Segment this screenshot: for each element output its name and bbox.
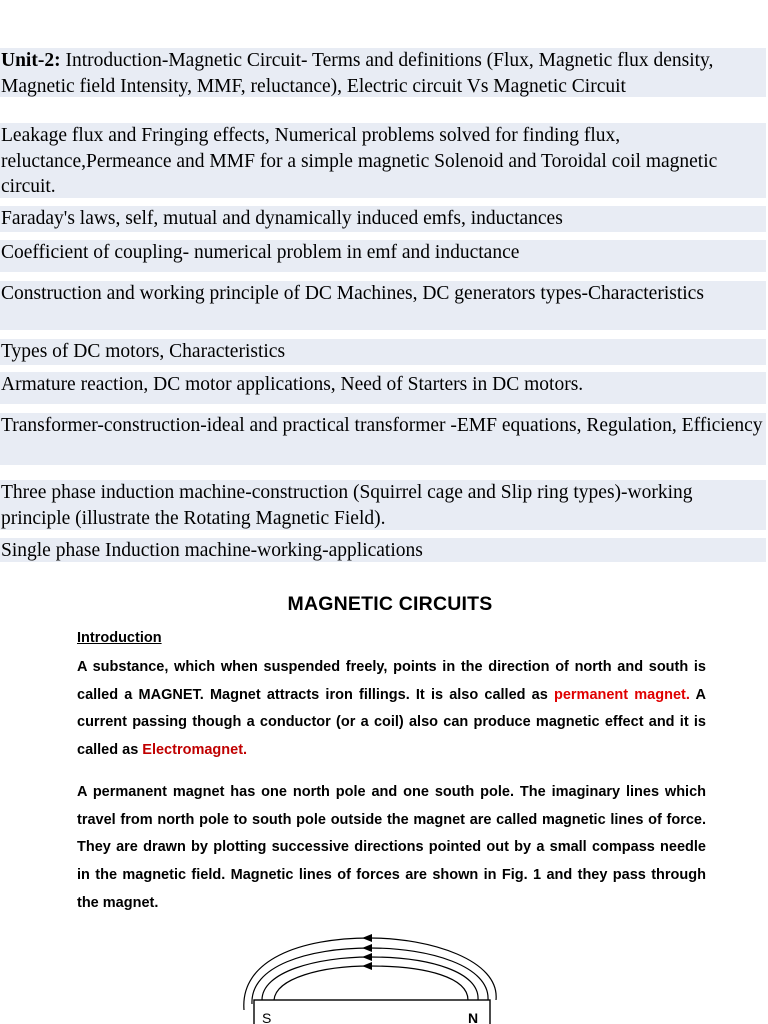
arrowheads bbox=[362, 934, 372, 970]
syllabus-row-three-phase: Three phase induction machine-construction (Squirrel cage and Slip ring types)-working principle (illustrate the Rotating Magnetic Field). bbox=[0, 480, 766, 531]
north-pole-label: N bbox=[468, 1010, 479, 1024]
page-title: MAGNETIC CIRCUITS bbox=[287, 593, 493, 615]
paragraph-intro-part2: A current passing though a conductor (or a coil) also can produce magnetic effect and it is called as bbox=[77, 686, 706, 759]
syllabus-row-dc-machines: Construction and working principle of DC Machines, DC generators types-Characteristics bbox=[0, 281, 766, 331]
syllabus-row-armature: Armature reaction, DC motor applications, Need of Starters in DC motors. bbox=[0, 372, 766, 405]
arrow-4 bbox=[362, 962, 372, 970]
paragraph-lines-of-force: A permanent magnet has one north pole and one south pole. The imaginary lines which travel from north pole to south pole outside the magnet are called magnetic lines of force. They are drawn by plotting successive directions pointed out by a small compass needle in the magnetic field. Magnetic lines of forces are shown in Fig. 1 and they pass through the magnet. bbox=[77, 784, 706, 911]
syllabus-row-unit2 bbox=[0, 48, 766, 98]
syllabus-row-leakage: Leakage flux and Fringing effects, Numerical problems solved for finding flux, reluctance,Permeance and MMF for a simple magnetic Solenoid and Toroidal coil magnetic circuit. bbox=[0, 123, 766, 199]
paragraph-intro-part1: A substance, which when suspended freely, points in the direction of north and south is called a MAGNET. Magnet attracts iron fillings. It is also called as bbox=[77, 659, 706, 703]
arrow-3 bbox=[362, 953, 372, 961]
syllabus-row-single-phase: Single phase Induction machine-working-applications bbox=[0, 538, 766, 563]
arrow-1 bbox=[362, 934, 372, 942]
section-heading: Introduction bbox=[77, 630, 162, 646]
syllabus-row-dc-motors: Types of DC motors, Characteristics bbox=[0, 339, 766, 366]
magnet-figure bbox=[0, 920, 768, 1024]
paragraph-intro bbox=[77, 654, 706, 765]
syllabus-row-coupling: Coefficient of coupling- numerical problem in emf and inductance bbox=[0, 240, 766, 273]
term-electromagnet: Electromagnet. bbox=[142, 742, 248, 759]
unit-label: Unit-2: bbox=[1, 50, 61, 71]
arrow-2 bbox=[362, 944, 372, 952]
field-line-4 bbox=[274, 966, 468, 1000]
unit-description: Introduction-Magnetic Circuit- Terms and definitions (Flux, Magnetic flux density, Magnetic field Intensity, MMF, reluctance), Electric circuit Vs Magnetic Circuit bbox=[1, 50, 714, 97]
syllabus-row-transformer: Transformer-construction-ideal and practical transformer -EMF equations, Regulation, Efficiency bbox=[0, 413, 766, 466]
south-pole-label: S bbox=[262, 1010, 272, 1024]
term-permanent-magnet: permanent magnet. bbox=[553, 686, 690, 703]
syllabus-row-faraday: Faraday's laws, self, mutual and dynamically induced emfs, inductances bbox=[0, 206, 766, 233]
bar-magnet bbox=[254, 1000, 490, 1024]
